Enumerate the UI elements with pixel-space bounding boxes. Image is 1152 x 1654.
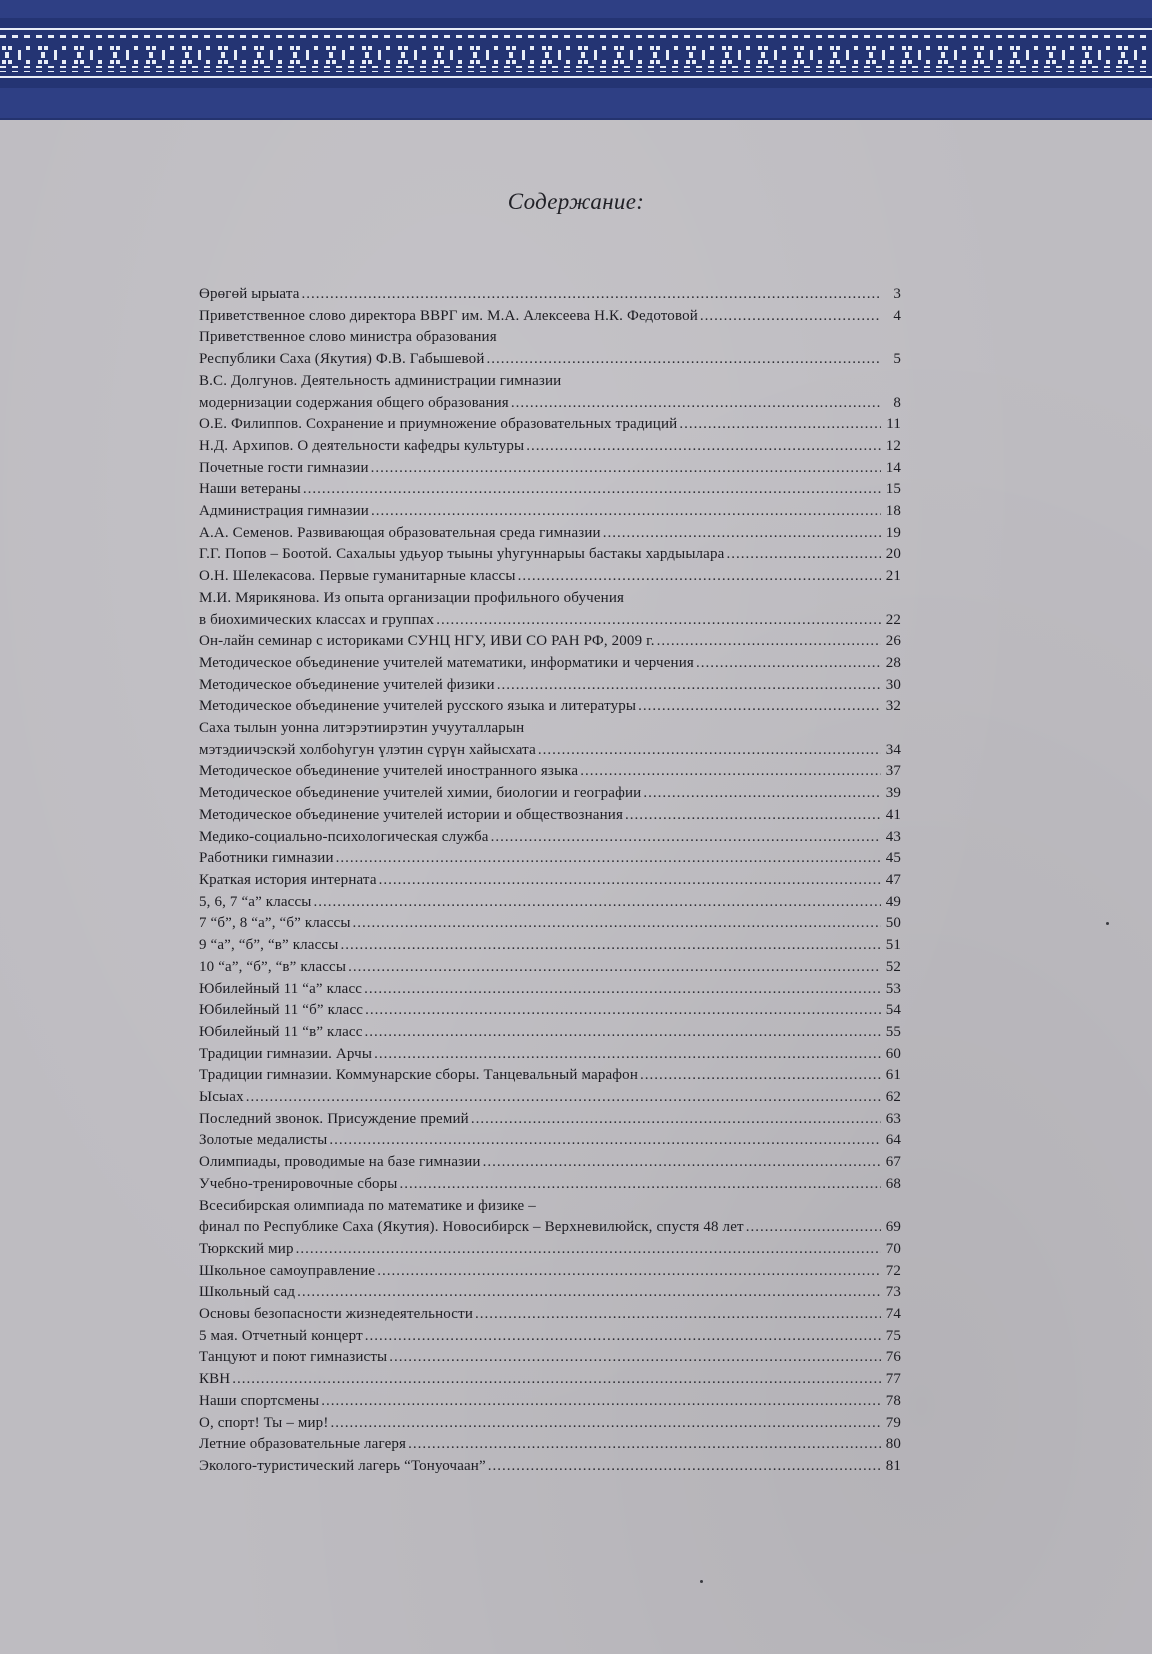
dot-leader bbox=[475, 1304, 881, 1326]
toc-entry-title: Методическое объединение учителей иностранного языка bbox=[199, 763, 579, 780]
toc-entry-title: Республики Саха (Якутия) Ф.В. Габышевой bbox=[199, 351, 485, 368]
dot-leader bbox=[483, 1152, 881, 1174]
toc-entry bbox=[199, 523, 901, 545]
toc-page-number: 77 bbox=[885, 1371, 901, 1388]
toc-entry bbox=[199, 1174, 901, 1196]
toc-entry-title: 9 “а”, “б”, “в” классы bbox=[199, 937, 339, 954]
toc-page-number: 75 bbox=[885, 1327, 901, 1344]
dot-leader bbox=[371, 501, 881, 523]
dot-leader bbox=[625, 805, 881, 827]
dot-leader bbox=[603, 523, 881, 545]
ornament-pattern bbox=[0, 22, 1152, 84]
toc-entry-title: Өрөгөй ырыата bbox=[199, 286, 300, 302]
dot-leader bbox=[374, 1044, 881, 1066]
toc-page-number: 55 bbox=[885, 1023, 901, 1040]
toc-page-number: 79 bbox=[885, 1414, 901, 1431]
toc-entry-title: О.Н. Шелекасова. Первые гуманитарные классы bbox=[199, 568, 516, 585]
toc-entry bbox=[199, 1369, 901, 1391]
toc-page-number: 81 bbox=[885, 1457, 901, 1474]
toc-entry-title: Методическое объединение учителей русского языка и литературы bbox=[199, 698, 637, 715]
toc-entry-title: Медико-социально-психологическая служба bbox=[199, 828, 489, 845]
toc-entry-title: КВН bbox=[199, 1371, 231, 1388]
toc-page-number: 72 bbox=[885, 1262, 901, 1279]
toc-entry bbox=[199, 1304, 901, 1326]
toc-entry bbox=[199, 1347, 901, 1369]
dot-leader bbox=[365, 1000, 881, 1022]
paper-speck bbox=[1106, 922, 1109, 925]
toc-entry bbox=[199, 1326, 901, 1348]
toc-entry-title: Г.Г. Попов – Боотой. Сахалыы удьуор тыыны уһугуннарыы бастакы хардыылара bbox=[199, 546, 725, 563]
toc-entry-line1: Всесибирская олимпиада по математике и физике – bbox=[199, 1197, 536, 1214]
toc-page-number: 69 bbox=[885, 1219, 901, 1236]
toc-entry-title: Приветственное слово директора ВВРГ им. М.А. Алексеева Н.К. Федотовой bbox=[199, 307, 698, 324]
toc-page-number: 41 bbox=[885, 806, 901, 823]
toc-page-number: 20 bbox=[885, 546, 901, 563]
toc-page-number: 22 bbox=[885, 611, 901, 628]
dot-leader bbox=[696, 653, 881, 675]
toc-entry-title: 10 “а”, “б”, “в” классы bbox=[199, 958, 347, 975]
dot-leader bbox=[638, 696, 881, 718]
toc-entry-line1: М.И. Мярикянова. Из опыта организации профильного обучения bbox=[199, 589, 625, 606]
toc-entry-title: Юбилейный 11 “в” класс bbox=[199, 1023, 363, 1040]
toc-entry-title: Традиции гимназии. Коммунарские сборы. Танцевальный марафон bbox=[199, 1067, 638, 1084]
dot-leader bbox=[580, 761, 881, 783]
toc-entry bbox=[199, 1391, 901, 1413]
dot-leader bbox=[491, 827, 881, 849]
toc-entry-title: в биохимических классах и группах bbox=[199, 611, 435, 628]
toc-entry-title: Последний звонок. Присуждение премий bbox=[199, 1110, 469, 1127]
dot-leader bbox=[321, 1391, 881, 1413]
dot-leader bbox=[296, 1239, 881, 1261]
dot-leader bbox=[726, 544, 881, 566]
toc-entry bbox=[199, 436, 901, 458]
toc-page-number: 15 bbox=[885, 481, 901, 498]
toc-page-number: 74 bbox=[885, 1306, 901, 1323]
toc-entry-title: Работники гимназии bbox=[199, 850, 334, 867]
toc-entry-title: Он-лайн семинар с историками СУНЦ НГУ, ИВИ СО РАН РФ, 2009 г. bbox=[199, 633, 655, 650]
dot-leader bbox=[371, 458, 881, 480]
toc-page-number: 60 bbox=[885, 1045, 901, 1062]
page-title: Содержание: bbox=[507, 189, 645, 214]
toc-entry bbox=[199, 696, 901, 718]
dot-leader bbox=[364, 979, 881, 1001]
dot-leader bbox=[379, 870, 881, 892]
table-of-contents bbox=[199, 284, 901, 1478]
dot-leader bbox=[365, 1022, 881, 1044]
toc-entry-title: Методическое объединение учителей математики, информатики и черчения bbox=[199, 654, 694, 671]
toc-entry-title: Традиции гимназии. Арчы bbox=[199, 1045, 373, 1062]
toc-page-number: 53 bbox=[885, 980, 901, 997]
toc-page-number: 37 bbox=[885, 763, 901, 780]
toc-entry bbox=[199, 1000, 901, 1022]
toc-page-number: 47 bbox=[885, 871, 901, 888]
toc-page-number: 30 bbox=[885, 676, 901, 693]
toc-entry-title: Школьное самоуправление bbox=[199, 1262, 376, 1279]
dot-leader bbox=[488, 1456, 881, 1478]
dot-leader bbox=[679, 414, 881, 436]
dot-leader bbox=[353, 913, 881, 935]
toc-entry bbox=[199, 501, 901, 523]
toc-entry-title: Эколого-туристический лагерь “Тонуочаан” bbox=[199, 1457, 486, 1474]
toc-entry-title: Тюркский мир bbox=[199, 1240, 294, 1257]
toc-entry-title: Золотые медалисты bbox=[199, 1132, 328, 1149]
dot-leader bbox=[302, 284, 881, 306]
toc-entry-title: 5, 6, 7 “а” классы bbox=[199, 893, 312, 910]
toc-entry bbox=[199, 957, 901, 979]
toc-entry bbox=[199, 1456, 901, 1478]
toc-entry-title: модернизации содержания общего образования bbox=[199, 394, 509, 411]
toc-entry-title: 7 “б”, 8 “а”, “б” классы bbox=[199, 915, 351, 932]
toc-entry bbox=[199, 284, 901, 306]
dot-leader bbox=[657, 631, 881, 653]
toc-entry bbox=[199, 306, 901, 328]
toc-entry-title: О.Е. Филиппов. Сохранение и приумножение образовательных традиций bbox=[199, 416, 678, 433]
toc-entry bbox=[199, 892, 901, 914]
header-banner bbox=[0, 0, 1152, 120]
toc-entry-title: Методическое объединение учителей истории и обществознания bbox=[199, 806, 624, 823]
toc-page-number: 19 bbox=[885, 524, 901, 541]
dot-leader bbox=[408, 1434, 881, 1456]
dot-leader bbox=[700, 306, 881, 328]
dot-leader bbox=[518, 566, 881, 588]
toc-entry-title: О, спорт! Ты – мир! bbox=[199, 1414, 329, 1431]
toc-entry-title: Олимпиады, проводимые на базе гимназии bbox=[199, 1154, 481, 1171]
dot-leader bbox=[330, 1413, 881, 1435]
toc-page-number: 14 bbox=[885, 459, 901, 476]
toc-entry-title: Методическое объединение учителей физики bbox=[199, 676, 495, 693]
toc-page-number: 62 bbox=[885, 1089, 901, 1106]
dot-leader bbox=[246, 1087, 881, 1109]
toc-page-number: 11 bbox=[886, 416, 901, 433]
toc-page-number: 12 bbox=[885, 437, 901, 454]
toc-entry-title: Основы безопасности жизнедеятельности bbox=[199, 1306, 473, 1323]
toc-entry-title: Н.Д. Архипов. О деятельности кафедры культуры bbox=[199, 437, 525, 454]
toc-entry bbox=[199, 1261, 901, 1283]
dot-leader bbox=[232, 1369, 881, 1391]
toc-entry bbox=[199, 414, 901, 436]
toc-entry-title: Учебно-тренировочные сборы bbox=[199, 1175, 398, 1192]
toc-entry bbox=[199, 935, 901, 957]
toc-entry-title: Школьный сад bbox=[199, 1284, 296, 1301]
dot-leader bbox=[511, 393, 881, 415]
dot-leader bbox=[746, 1217, 881, 1239]
toc-page-number: 8 bbox=[893, 394, 901, 411]
toc-page-number: 63 bbox=[885, 1110, 901, 1127]
toc-page-number: 78 bbox=[885, 1392, 901, 1409]
dot-leader bbox=[340, 935, 881, 957]
dot-leader bbox=[348, 957, 881, 979]
toc-entry bbox=[199, 393, 901, 415]
toc-entry bbox=[199, 805, 901, 827]
toc-entry bbox=[199, 1217, 901, 1239]
toc-page-number: 80 bbox=[885, 1436, 901, 1453]
dot-leader bbox=[471, 1109, 881, 1131]
dot-leader bbox=[389, 1347, 881, 1369]
toc-entry bbox=[199, 783, 901, 805]
toc-entry bbox=[199, 827, 901, 849]
toc-entry-title: мэтэдиичэскэй холбоһугун үлэтин сүрүн хайысхата bbox=[199, 741, 536, 758]
toc-entry bbox=[199, 979, 901, 1001]
toc-entry bbox=[199, 1065, 901, 1087]
toc-page-number: 5 bbox=[893, 351, 901, 368]
toc-entry bbox=[199, 610, 901, 632]
dot-leader bbox=[329, 1130, 881, 1152]
toc-entry-title: Наши спортсмены bbox=[199, 1392, 320, 1409]
toc-entry bbox=[199, 1413, 901, 1435]
toc-page-number: 70 bbox=[885, 1240, 901, 1257]
paper-speck bbox=[700, 1580, 703, 1583]
toc-entry-title: Юбилейный 11 “а” класс bbox=[199, 980, 363, 997]
toc-entry-title: Методическое объединение учителей химии, биологии и географии bbox=[199, 785, 642, 802]
toc-entry bbox=[199, 1130, 901, 1152]
toc-entry bbox=[199, 1282, 901, 1304]
toc-page-number: 34 bbox=[885, 741, 901, 758]
dot-leader bbox=[436, 610, 881, 632]
toc-entry bbox=[199, 1044, 901, 1066]
toc-entry-line1: В.С. Долгунов. Деятельность администрации гимназии bbox=[199, 372, 562, 389]
toc-page-number: 32 bbox=[885, 698, 901, 715]
toc-page-number: 64 bbox=[885, 1132, 901, 1149]
toc-entry bbox=[199, 740, 901, 762]
toc-entry bbox=[199, 631, 901, 653]
toc-page-number: 45 bbox=[885, 850, 901, 867]
toc-entry-line1: Приветственное слово министра образования bbox=[199, 329, 497, 346]
toc-page-number: 28 bbox=[885, 654, 901, 671]
dot-leader bbox=[400, 1174, 881, 1196]
toc-entry-title: финал по Республике Саха (Якутия). Новосибирск – Верхневилюйск, спустя 48 лет bbox=[199, 1219, 744, 1236]
toc-page-number: 52 bbox=[885, 958, 901, 975]
toc-entry bbox=[199, 544, 901, 566]
toc-page-number: 51 bbox=[885, 937, 901, 954]
toc-entry bbox=[199, 1239, 901, 1261]
toc-page-number: 18 bbox=[885, 503, 901, 520]
toc-entry bbox=[199, 458, 901, 480]
toc-entry bbox=[199, 566, 901, 588]
toc-page-number: 67 bbox=[885, 1154, 901, 1171]
dot-leader bbox=[538, 740, 881, 762]
toc-entry-title: Наши ветераны bbox=[199, 481, 301, 498]
toc-page-number: 68 bbox=[885, 1175, 901, 1192]
dot-leader bbox=[365, 1326, 881, 1348]
toc-entry-title: Юбилейный 11 “б” класс bbox=[199, 1002, 364, 1019]
toc-entry-title: Администрация гимназии bbox=[199, 503, 369, 520]
toc-entry bbox=[199, 913, 901, 935]
toc-page-number: 49 bbox=[885, 893, 901, 910]
toc-page-number: 54 bbox=[885, 1002, 901, 1019]
toc-page-number: 4 bbox=[893, 307, 901, 324]
toc-entry-title: Танцуют и поют гимназисты bbox=[199, 1349, 388, 1366]
toc-page-number: 50 bbox=[885, 915, 901, 932]
toc-page-number: 3 bbox=[893, 286, 901, 302]
toc-entry bbox=[199, 479, 901, 501]
toc-page-number: 43 bbox=[885, 828, 901, 845]
toc-page-number: 76 bbox=[885, 1349, 901, 1366]
toc-entry bbox=[199, 1152, 901, 1174]
dot-leader bbox=[303, 479, 881, 501]
toc-page-number: 73 bbox=[885, 1284, 901, 1301]
dot-leader bbox=[640, 1065, 881, 1087]
toc-entry-title: Почетные гости гимназии bbox=[199, 459, 369, 476]
toc-entry bbox=[199, 675, 901, 697]
toc-entry bbox=[199, 1434, 901, 1456]
toc-page-number: 39 bbox=[885, 785, 901, 802]
dot-leader bbox=[643, 783, 881, 805]
dot-leader bbox=[497, 675, 881, 697]
toc-entry bbox=[199, 1109, 901, 1131]
toc-entry-title: Летние образовательные лагеря bbox=[199, 1436, 407, 1453]
dot-leader bbox=[314, 892, 882, 914]
toc-entry-title: Краткая история интерната bbox=[199, 871, 377, 888]
toc-page-number: 61 bbox=[885, 1067, 901, 1084]
toc-entry bbox=[199, 1087, 901, 1109]
toc-entry bbox=[199, 653, 901, 675]
dot-leader bbox=[297, 1282, 881, 1304]
toc-page-number: 26 bbox=[885, 633, 901, 650]
toc-entry bbox=[199, 349, 901, 371]
toc-entry-title: Ысыах bbox=[199, 1089, 244, 1106]
toc-entry-title: А.А. Семенов. Развивающая образовательная среда гимназии bbox=[199, 524, 601, 541]
dot-leader bbox=[526, 436, 881, 458]
dot-leader bbox=[336, 848, 881, 870]
toc-entry bbox=[199, 870, 901, 892]
toc-page-number: 21 bbox=[885, 568, 901, 585]
toc-entry-line1: Саха тылын уонна литэрэтиирэтин учууталларын bbox=[199, 720, 525, 737]
toc-entry bbox=[199, 1022, 901, 1044]
toc-entry bbox=[199, 761, 901, 783]
toc-entry-title: 5 мая. Отчетный концерт bbox=[199, 1327, 363, 1344]
dot-leader bbox=[377, 1261, 881, 1283]
toc-entry bbox=[199, 848, 901, 870]
dot-leader bbox=[487, 349, 881, 371]
